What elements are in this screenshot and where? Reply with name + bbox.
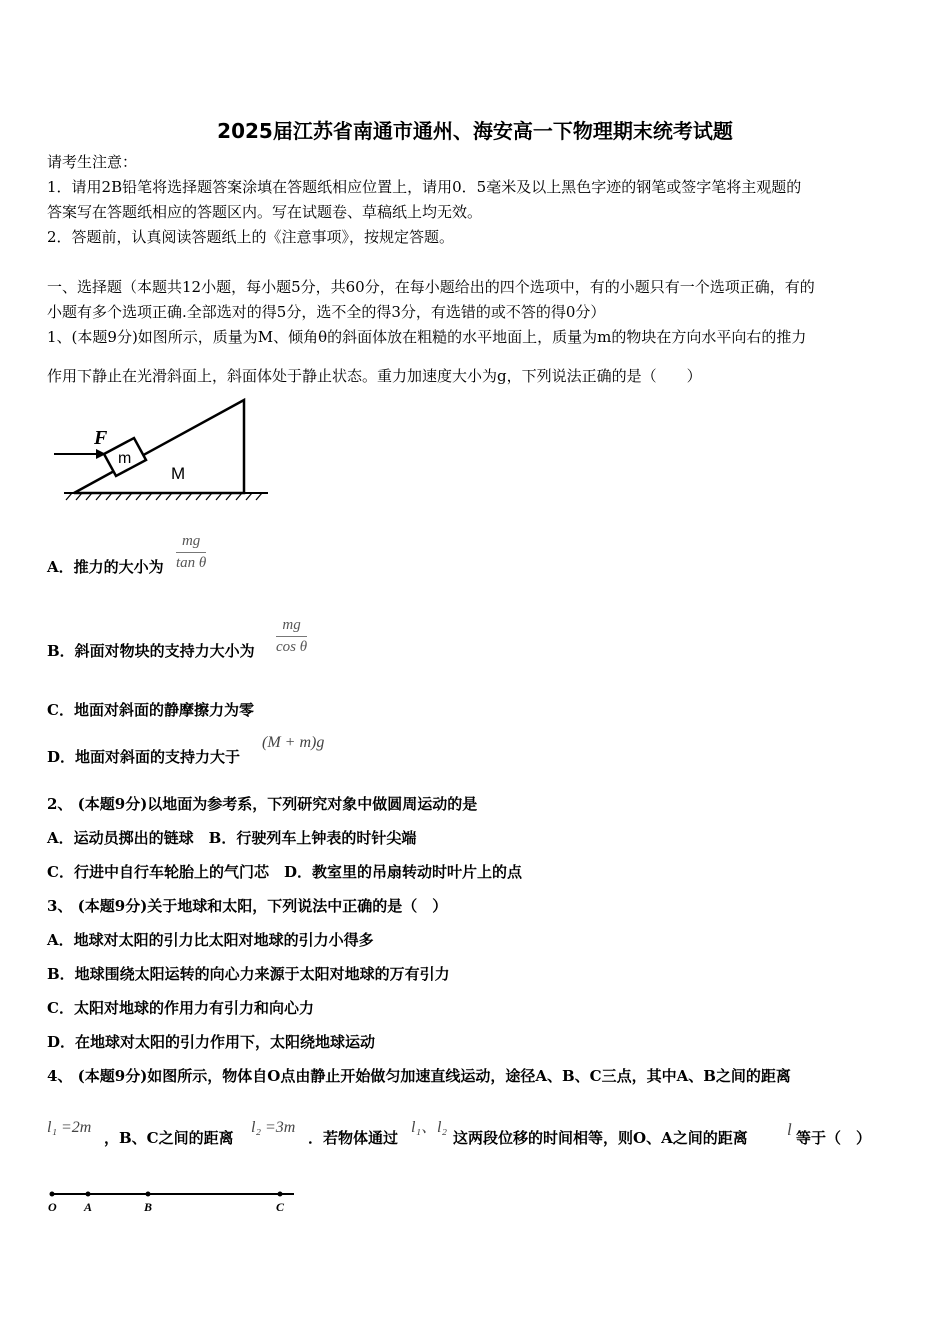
q1-option-a-denominator: tan θ (176, 555, 207, 571)
q2-stem: 2、 (本题9分)以地面为参考系，下列研究对象中做圆周运动的是 (47, 795, 478, 813)
notice-heading: 请考生注意： (47, 153, 138, 171)
block-label: m (118, 450, 132, 467)
section-line-1: 一、选择题（本题共12小题，每小题5分，共60分，在每小题给出的四个选项中，有的小题只有一个选项正确，有的 (47, 278, 815, 296)
label-b: B (144, 1200, 153, 1214)
page-title: 2025届江苏省南通市通州、海安高一下物理期末统考试题 (217, 119, 733, 143)
label-c: C (276, 1200, 285, 1214)
q1-option-a: A．推力的大小为 (47, 558, 164, 576)
q1-option-b: B．斜面对物块的支持力大小为 (47, 642, 255, 660)
q4-l1l2-formula: l₁、l₂ (411, 1119, 448, 1136)
label-a: A (84, 1200, 93, 1214)
label-o: O (48, 1200, 57, 1214)
q2-options-ab: A．运动员掷出的链球 B．行驶列车上钟表的时针尖端 (47, 829, 417, 847)
point-c (278, 1192, 283, 1197)
q4-text-d: 等于（ ） (796, 1129, 872, 1147)
q3-option-a: A．地球对太阳的引力比太阳对地球的引力小得多 (47, 931, 374, 949)
q3-option-d: D．在地球对太阳的引力作用下，太阳绕地球运动 (47, 1033, 376, 1051)
section-line-2: 小题有多个选项正确.全部选对的得5分，选不全的得3分，有选错的或不答的得0分） (47, 303, 606, 321)
point-a (86, 1192, 91, 1197)
q1-option-d-formula: (M + m)g (262, 734, 325, 751)
force-label: F (94, 427, 108, 449)
incline-figure (50, 396, 270, 506)
wedge-label: M (171, 464, 186, 483)
q1-option-a-numerator: mg (176, 533, 206, 553)
q4-text-c: 这两段位移的时间相等，则O、A之间的距离 (453, 1129, 748, 1147)
q1-option-b-formula (276, 617, 307, 656)
q1-option-b-numerator: mg (276, 617, 307, 637)
notice-line-1b: 答案写在答题纸相应的答题区内。写在试题卷、草稿纸上均无效。 (47, 203, 483, 221)
notice-line-1a: 1．请用2B铅笔将选择题答案涂填在答题纸相应位置上，请用0．5毫米及以上黑色字迹的钢笔或签字笔将主观题的 (47, 178, 802, 196)
q1-line-2: 作用下静止在光滑斜面上，斜面体处于静止状态。重力加速度大小为g，下列说法正确的是（ ） (47, 367, 702, 385)
q3-option-c: C．太阳对地球的作用力有引力和向心力 (47, 999, 314, 1017)
line-segment-figure (44, 1184, 304, 1216)
q1-line-1: 1、(本题9分)如图所示，质量为M、倾角θ的斜面体放在粗糙的水平地面上，质量为m的物块在方向水平向右的推力 (47, 328, 807, 346)
q4-line-1: 4、 (本题9分)如图所示，物体自O点由静止开始做匀加速直线运动，途径A、B、C三点，其中A、B之间的距离 (47, 1067, 791, 1085)
q4-l2-formula: l₂ =3m (251, 1119, 296, 1136)
q3-option-b: B．地球围绕太阳运转的向心力来源于太阳对地球的万有引力 (47, 965, 450, 983)
q4-text-b: ．若物体通过 (308, 1129, 399, 1147)
q1-option-a-formula (176, 533, 206, 572)
point-o (50, 1192, 55, 1197)
q4-text-a: ，B、C之间的距离 (104, 1129, 234, 1147)
q2-options-cd: C．行进中自行车轮胎上的气门芯 D．教室里的吊扇转动时叶片上的点 (47, 863, 522, 881)
q3-stem: 3、 (本题9分)关于地球和太阳，下列说法中正确的是（ ） (47, 897, 448, 915)
q4-l-formula: l (787, 1120, 792, 1139)
point-b (146, 1192, 151, 1197)
notice-line-2: 2．答题前，认真阅读答题纸上的《注意事项》，按规定答题。 (47, 228, 455, 246)
q1-option-d: D．地面对斜面的支持力大于 (47, 748, 241, 766)
q1-option-b-denominator: cos θ (276, 639, 308, 655)
q1-option-c: C．地面对斜面的静摩擦力为零 (47, 701, 254, 719)
q4-l1-formula: l₁ =2m (47, 1119, 92, 1136)
